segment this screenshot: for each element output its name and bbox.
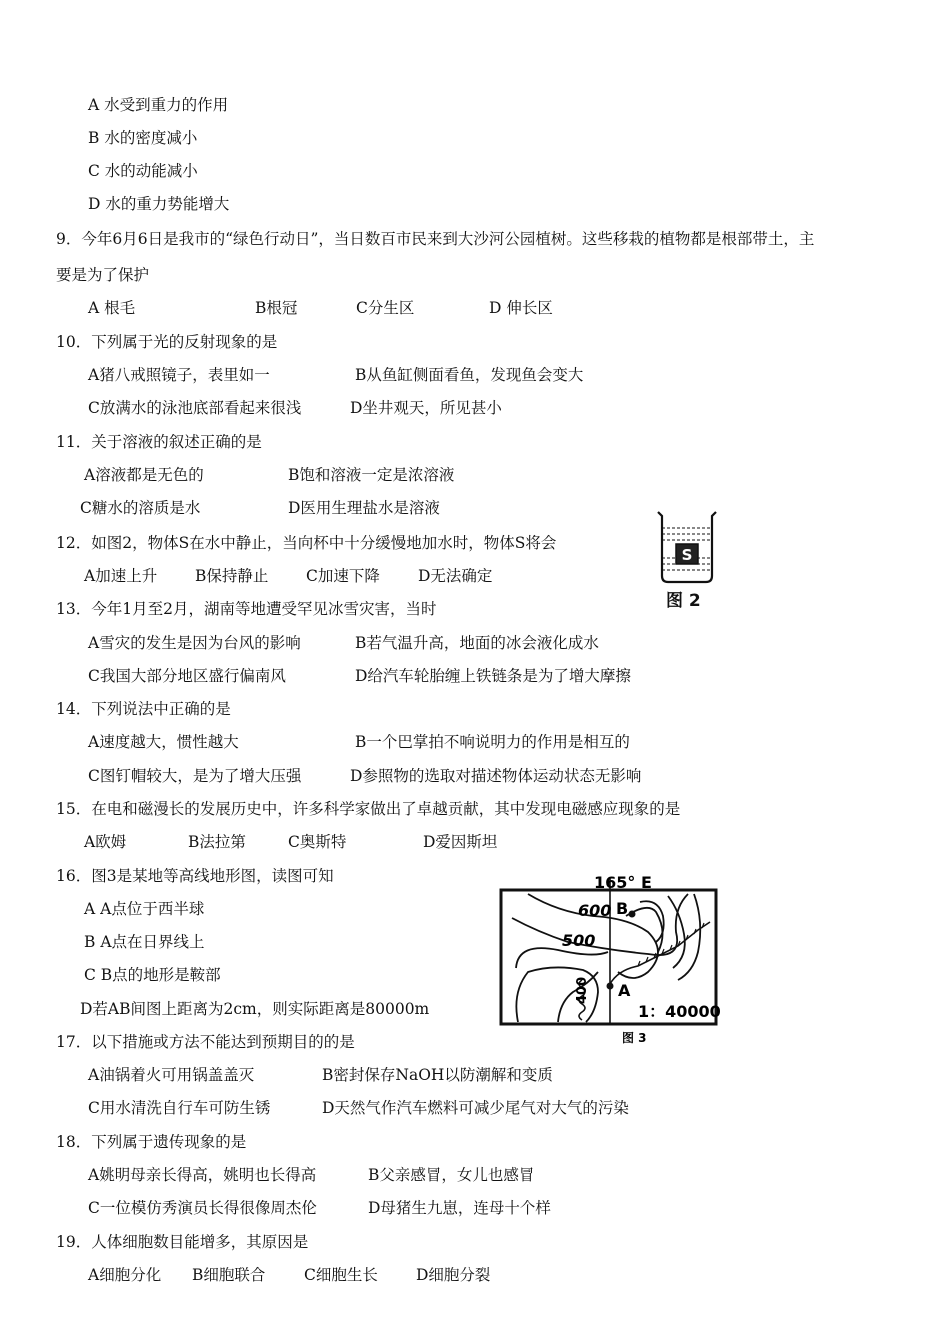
- q12-option-b: B保持静止: [195, 567, 269, 585]
- q10-option-c: C放满水的泳池底部看起来很浅: [88, 399, 302, 417]
- q19-option-a: A细胞分化: [88, 1266, 162, 1284]
- q14-option-c: C图钉帽较大，是为了增大压强: [88, 767, 302, 785]
- q15-option-c: C奥斯特: [288, 833, 347, 851]
- q14-option-b: B一个巴掌拍不响说明力的作用是相互的: [355, 733, 630, 751]
- q12-option-a: A加速上升: [84, 567, 158, 585]
- q13-stem: 13．今年1月至2月，湖南等地遭受罕见冰雪灾害，当时: [56, 600, 437, 618]
- contour-label-500: 500: [562, 931, 596, 950]
- figure-2-caption: 图 2: [666, 591, 701, 611]
- q10-option-a: A猪八戒照镜子，表里如一: [88, 366, 270, 384]
- q8-option-c: C 水的动能减小: [88, 162, 198, 180]
- q9-option-b: B根冠: [255, 299, 298, 317]
- q8-option-a: A 水受到重力的作用: [88, 96, 229, 114]
- q10-option-b: B从鱼缸侧面看鱼，发现鱼会变大: [355, 366, 584, 384]
- q13-option-d: D给汽车轮胎缠上铁链条是为了增大摩擦: [355, 667, 631, 685]
- q12-option-d: D无法确定: [418, 567, 493, 585]
- q19-option-b: B细胞联合: [192, 1266, 266, 1284]
- q9-option-d: D 伸长区: [489, 299, 553, 317]
- q11-stem: 11．关于溶液的叙述正确的是: [56, 433, 262, 451]
- q18-option-a: A姚明母亲长得高，姚明也长得高: [88, 1166, 317, 1184]
- q17-option-c: C用水清洗自行车可防生锈: [88, 1099, 271, 1117]
- point-a-label: A: [618, 981, 631, 1000]
- q11-option-c: C糖水的溶质是水: [80, 499, 201, 517]
- q9-option-c: C分生区: [356, 299, 415, 317]
- q12-option-c: C加速下降: [306, 567, 380, 585]
- q19-option-c: C细胞生长: [304, 1266, 378, 1284]
- q8-option-b: B 水的密度减小: [88, 129, 198, 147]
- contour-label-600: 600: [578, 901, 612, 920]
- q17-option-b: B密封保存NaOH以防潮解和变质: [322, 1066, 553, 1084]
- map-scale: 1：40000: [638, 1002, 720, 1021]
- figure-2: [652, 506, 722, 612]
- q13-option-c: C我国大部分地区盛行偏南风: [88, 667, 286, 685]
- q13-option-a: A雪灾的发生是因为台风的影响: [88, 634, 301, 652]
- q16-option-c: C B点的地形是鞍部: [84, 966, 221, 984]
- beaker-illustration: [652, 506, 722, 586]
- q10-stem: 10．下列属于光的反射现象的是: [56, 333, 278, 351]
- q9-option-a: A 根毛: [88, 299, 136, 317]
- q15-option-d: D爱因斯坦: [423, 833, 498, 851]
- point-a-marker: [607, 983, 614, 990]
- point-b-label: B: [616, 899, 629, 918]
- q9-stem-line2: 要是为了保护: [56, 266, 150, 284]
- q16-stem: 16．图3是某地等高线地形图，读图可知: [56, 867, 334, 885]
- q18-stem: 18．下列属于遗传现象的是: [56, 1133, 247, 1151]
- q13-option-b: B若气温升高，地面的冰会液化成水: [355, 634, 599, 652]
- q18-option-d: D母猪生九崽，连母十个样: [368, 1199, 551, 1217]
- q11-option-b: B饱和溶液一定是浓溶液: [288, 466, 455, 484]
- q15-option-b: B法拉第: [188, 833, 246, 851]
- q9-stem-line1: 9．今年6月6日是我市的“绿色行动日”，当日数百市民来到大沙河公园植树。这些移栽的植物都是根部带土，主: [56, 230, 815, 248]
- q14-option-d: D参照物的选取对描述物体运动状态无影响: [350, 767, 642, 785]
- point-b-marker: [629, 911, 636, 918]
- q15-option-a: A欧姆: [84, 833, 127, 851]
- q11-option-a: A溶液都是无色的: [84, 466, 204, 484]
- q17-option-a: A油锅着火可用锅盖盖灭: [88, 1066, 255, 1084]
- q18-option-b: B父亲感冒，女儿也感冒: [368, 1166, 535, 1184]
- q16-option-b: B A点在日界线上: [84, 933, 205, 951]
- q11-option-d: D医用生理盐水是溶液: [288, 499, 440, 517]
- longitude-label: 165° E: [594, 873, 652, 892]
- contour-label-400: 400: [575, 976, 590, 1004]
- q18-option-c: C一位模仿秀演员长得很像周杰伦: [88, 1199, 317, 1217]
- q16-option-d: D若AB间图上距离为2cm，则实际距离是80000m: [80, 1000, 430, 1018]
- q19-stem: 19．人体细胞数目能增多，其原因是: [56, 1233, 309, 1251]
- q8-option-d: D 水的重力势能增大: [88, 195, 230, 213]
- q16-option-a: A A点位于西半球: [84, 900, 205, 918]
- q14-stem: 14．下列说法中正确的是: [56, 700, 231, 718]
- figure-3-caption: 图 3: [622, 1031, 647, 1045]
- q17-stem: 17．以下措施或方法不能达到预期目的的是: [56, 1033, 355, 1051]
- q15-stem: 15．在电和磁漫长的发展历史中，许多科学家做出了卓越贡献，其中发现电磁感应现象的是: [56, 800, 681, 818]
- object-s-label: S: [681, 546, 693, 564]
- q19-option-d: D细胞分裂: [416, 1266, 491, 1284]
- figure-3: [498, 872, 720, 1050]
- q10-option-d: D坐井观天，所见甚小: [350, 399, 502, 417]
- q14-option-a: A速度越大，惯性越大: [88, 733, 239, 751]
- contour-map: [498, 872, 720, 1050]
- q17-option-d: D天然气作汽车燃料可减少尾气对大气的污染: [322, 1099, 629, 1117]
- q12-stem: 12．如图2，物体S在水中静止，当向杯中十分缓慢地加水时，物体S将会: [56, 534, 557, 552]
